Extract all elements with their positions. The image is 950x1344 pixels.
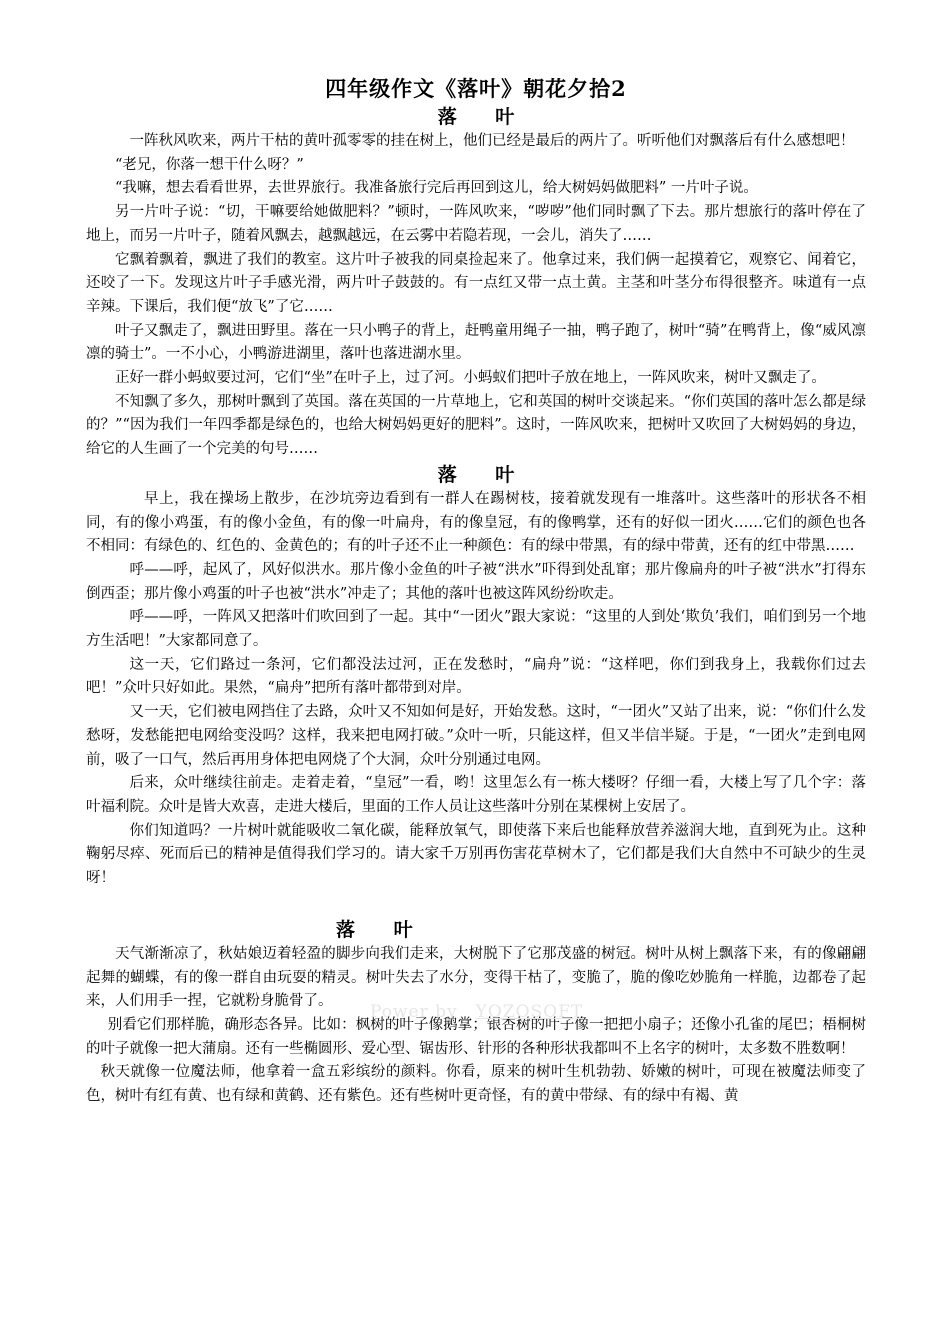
document-title: 四年级作文《落叶》朝花夕拾2 [325, 76, 627, 101]
paragraph: 正好一群小蚂蚁要过河，它们“坐”在叶子上，过了河。小蚂蚁们把叶子放在地上，一阵风吹来，树叶又飘走了。 [115, 370, 826, 387]
paragraph: 又一天，它们被电网挡住了去路，众叶又不知如何是好，开始发愁。这时，“一团火”又站了出来，说：“你们什么发愁呀，发愁能把电网给变没吗？这样，我来把电网打破。”众叶一听，只能这样，但又半信半疑。于是，“一团火”走到电网前，吸了一口气，然后再用身体把电网烧了个大洞，众叶分别通过电网。 [86, 704, 866, 768]
paragraph: “老兄，你落一想干什么呀？” [115, 156, 304, 173]
watermark-prefix: Power by [370, 1002, 458, 1022]
watermark [370, 1002, 583, 1022]
paragraph: 早上，我在操场上散步，在沙坑旁边看到有一群人在踢树枝，接着就发现有一堆落叶。这些落叶的形状各不相同，有的像小鸡蛋，有的像小金鱼，有的像一叶扁舟，有的像皇冠，有的像鸭掌，还有的好似一团火……它们的颜色也各不相同：有绿色的、红色的、金黄色的；有的叶子还不止一种颜色：有的绿中带黑，有的绿中带黄，还有的红中带黑…… [86, 490, 866, 555]
paragraph: 后来，众叶继续往前走。走着走着，“皇冠”一看，哟！这里怎么有一栋大楼呀？仔细一看，大楼上写了几个字：落叶福利院。众叶是皆大欢喜，走进大楼后，里面的工作人员让这些落叶分别在某棵树上安居了。 [86, 775, 866, 815]
paragraph: 天气渐渐凉了，秋姑娘迈着轻盈的脚步向我们走来，大树脱下了它那茂盛的树冠。树叶从树上飘落下来，有的像翩翩起舞的蝴蝶，有的像一群自由玩耍的精灵。树叶失去了水分，变得干枯了，变脆了，脆的像吃妙脆角一样脆，边都卷了起来，人们用手一捏，它就粉身脆骨了。 [86, 945, 866, 1010]
watermark-brand: YOZOSOFT [475, 1002, 584, 1022]
paragraph: 秋天就像一位魔法师，他拿着一盒五彩缤纷的颜料。你看，原来的树叶生机勃勃、娇嫩的树叶，可现在被魔法师变了色，树叶有红有黄、也有绿和黄鹤、还有紫色。还有些树叶更奇怪，有的黄中带绿、有的绿中有褐、黄 [86, 1064, 866, 1105]
paragraph: 你们知道吗？一片树叶就能吸收二氧化碳，能释放氧气，即使落下来后也能释放营养滋润大地，直到死为止。这种鞠躬尽瘁、死而后已的精神是值得我们学习的。请大家千万别再伤害花草树木了，它们都是我们大自然中不可缺少的生灵呀！ [86, 822, 866, 887]
section-heading: 落 叶 [336, 918, 413, 941]
paragraph: 不知飘了多久，那树叶飘到了英国。落在英国的一片草地上，它和英国的树叶交谈起来。“你们英国的落叶怎么都是绿的？”“因为我们一年四季都是绿色的，也给大树妈妈更好的肥料”。这时，一阵风吹来，把树叶又吹回了大树妈妈的身边，给它的人生画了一个完美的句号…… [86, 393, 866, 458]
document-page [86, 74, 866, 1109]
paragraph: 一阵秋风吹来，两片干枯的黄叶孤零零的挂在树上，他们已经是最后的两片了。听听他们对飘落后有什么感想吧！ [129, 133, 855, 149]
essay-section-2 [86, 462, 866, 891]
section-heading: 落 叶 [437, 463, 515, 486]
paragraph: 呼——呼，起风了，风好似洪水。那片像小金鱼的叶子被“洪水”吓得到处乱窜；那片像扁舟的叶子被“洪水”打得东倒西歪；那片像小鸡蛋的叶子也被“洪水”冲走了；其他的落叶也被这阵风纷纷吹走。 [86, 561, 866, 602]
section-heading: 落 叶 [437, 106, 515, 128]
paragraph: 叶子又飘走了，飘进田野里。落在一只小鸭子的背上，赶鸭童用绳子一抽，鸭子跑了，树叶“骑”在鸭背上，像“威风凛凛的骑士”。一不小心，小鸭游进湖里，落叶也落进湖水里。 [86, 322, 866, 363]
paragraph: 另一片叶子说：“切，干嘛要给她做肥料？”顿时，一阵风吹来，“哕哕”他们同时飘了下去。那片想旅行的落叶停在了地上，而另一片叶子，随着风飘去，越飘越远，在云雾中若隐若现，一会儿，消失了…… [86, 204, 866, 244]
paragraph: “我嘛，想去看看世界，去世界旅行。我准备旅行完后再回到这儿，给大树妈妈做肥料” 一片叶子说。 [115, 180, 758, 197]
paragraph: 这一天，它们路过一条河，它们都没法过河，正在发愁时，“扁舟”说：“这样吧，你们到我身上，我载你们过去吧！”众叶只好如此。果然，“扁舟”把所有落叶都带到对岸。 [86, 656, 866, 697]
paragraph: 它飘着飘着，飘进了我们的教室。这片叶子被我的同桌捡起来了。他拿过来，我们俩一起摸着它，观察它、闻着它，还咬了一下。发现这片叶子手感光滑，两片叶子鼓鼓的。有一点红又带一点土黄。主茎和叶茎分布得很整齐。味道有一点辛辣。下课后，我们便“放飞”了它…… [86, 251, 866, 315]
paragraph: 别看它们那样脆，确形态各异。比如：枫树的叶子像鹅掌；银杏树的叶子像一把把小扇子；还像小孔雀的尾巴；梧桐树的叶子就像一把大蒲扇。还有一些椭圆形、爱心型、锯齿形、针形的各种形状我都叫不上名字的树叶，太多数不胜数啊！ [86, 1016, 866, 1057]
paragraph: 呼——呼，一阵风又把落叶们吹回到了一起。其中“一团火”跟大家说：“这里的人到处‘欺负’我们，咱们到另一个地方生活吧！”大家都同意了。 [86, 609, 866, 650]
essay-section-1 [86, 104, 866, 462]
